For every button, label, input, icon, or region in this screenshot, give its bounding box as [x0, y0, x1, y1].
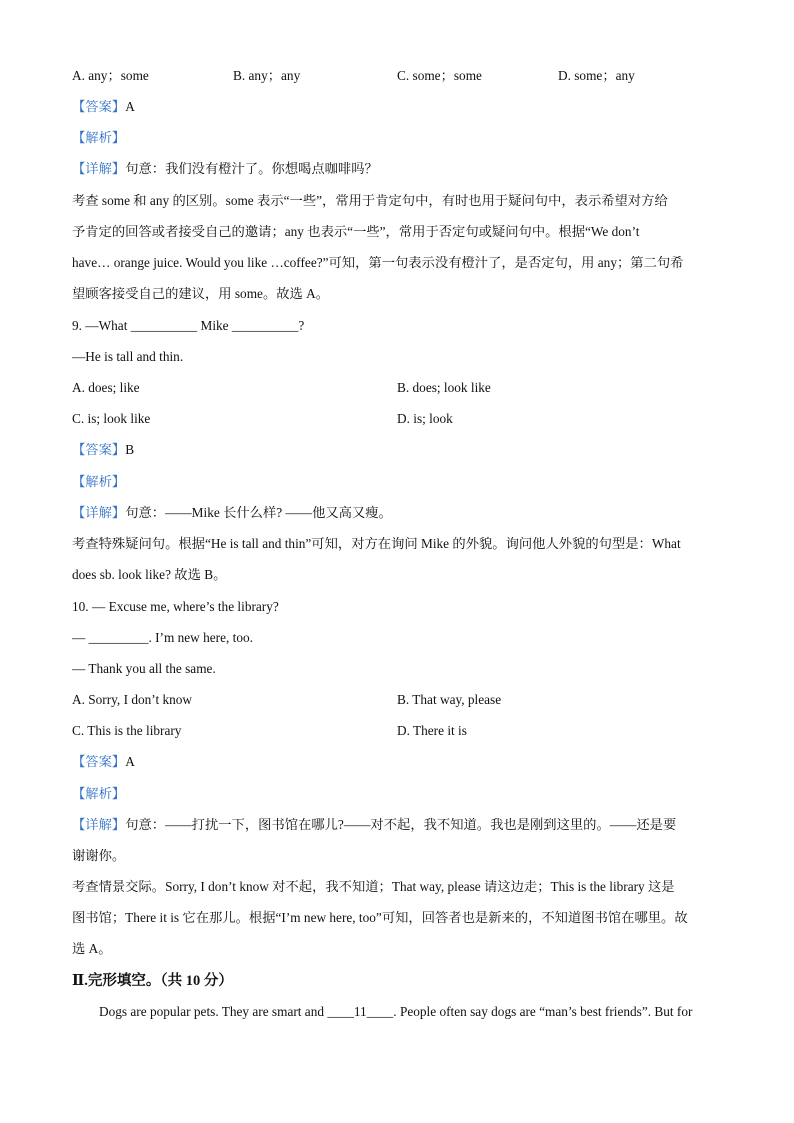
- detail-text: 句意：我们没有橙汁了。你想喝点咖啡吗？: [125, 161, 378, 176]
- passage-line: Dogs are popular pets. They are smart and ____11____. People often say dogs are “man’s best friends”. But for: [99, 1004, 693, 1019]
- q8-option-b: B. any；any: [233, 68, 301, 83]
- q10-option-b: B. That way, please: [397, 692, 502, 707]
- q9-option-d: D. is; look: [397, 411, 453, 426]
- q9-options-row2: [72, 409, 726, 429]
- q10-options-row2: [72, 721, 726, 741]
- answer-tag: 【答案】: [72, 754, 126, 769]
- q9-detail-line: [72, 503, 726, 523]
- q8-option-d: D. some；any: [558, 68, 635, 83]
- q10-line2: — _________. I’m new here, too.: [72, 630, 253, 645]
- q8-detail-line: 考查 some 和 any 的区别。some 表示“一些”，常用于肯定句中，有时也用于疑问句中，表示希望对方给: [72, 193, 668, 208]
- q9-detail-line: does sb. look like? 故选 B。: [72, 567, 227, 582]
- q10-option-c: C. This is the library: [72, 723, 182, 738]
- q10-detail-line: [72, 815, 726, 835]
- section-title: Ⅱ.完形填空。（共 10 分）: [72, 973, 233, 989]
- q10-analysis-tag: 【解析】: [72, 786, 126, 801]
- q10-option-d: D. There it is: [397, 723, 467, 738]
- q9-option-c: C. is; look like: [72, 411, 151, 426]
- q9-reply: —He is tall and thin.: [72, 349, 184, 364]
- answer-value: A: [125, 99, 135, 114]
- q10-line3: — Thank you all the same.: [72, 661, 216, 676]
- q10-answer: [72, 752, 726, 772]
- q10-detail-line: 选 A。: [72, 941, 112, 956]
- q10-detail-line: 考查情景交际。Sorry, I don’t know 对不起，我不知道；That way, please 请这边走；This is the library 这是: [72, 879, 675, 894]
- q10-options-row1: [72, 690, 726, 710]
- detail-tag: 【详解】: [72, 161, 126, 176]
- q8-options: [72, 66, 726, 86]
- answer-tag: 【答案】: [72, 99, 126, 114]
- q10-stem: 10. — Excuse me, where’s the library?: [72, 599, 279, 614]
- detail-tag: 【详解】: [72, 817, 126, 832]
- answer-value: B: [125, 442, 135, 457]
- q8-analysis-tag: 【解析】: [72, 130, 126, 145]
- detail-tag: 【详解】: [72, 505, 126, 520]
- q9-analysis-tag: 【解析】: [72, 474, 126, 489]
- q9-options-row1: [72, 378, 726, 398]
- detail-text: 句意：——打扰一下，图书馆在哪儿?——对不起，我不知道。我也是刚到这里的。——还是要: [125, 817, 677, 832]
- q8-detail-line: have… orange juice. Would you like …coffee?”可知，第一句表示没有橙汁了，是否定句，用 any；第二句希: [72, 255, 684, 270]
- q8-detail-line: 予肯定的回答或者接受自己的邀请；any 也表示“一些”，常用于否定句或疑问句中。根据“We don’t: [72, 224, 640, 239]
- q9-detail-line: 考查特殊疑问句。根据“He is tall and thin”可知，对方在询问 Mike 的外貌。询问他人外貌的句型是：What: [72, 536, 681, 551]
- answer-tag: 【答案】: [72, 442, 126, 457]
- q8-option-c: C. some；some: [397, 68, 482, 83]
- q8-detail-line: [72, 159, 726, 179]
- q9-stem: 9. —What __________ Mike __________?: [72, 318, 305, 333]
- q9-answer: [72, 440, 726, 460]
- q9-option-a: A. does; like: [72, 380, 140, 395]
- detail-text: 句意：——Mike 长什么样? ——他又高又瘦。: [125, 505, 392, 520]
- q8-option-a: A. any；some: [72, 68, 149, 83]
- q10-detail-line: 图书馆；There it is 它在那儿。根据“I’m new here, too”可知，回答者也是新来的，不知道图书馆在哪里。故: [72, 910, 688, 925]
- q9-option-b: B. does; look like: [397, 380, 491, 395]
- q8-answer: [72, 97, 726, 117]
- q10-option-a: A. Sorry, I don’t know: [72, 692, 193, 707]
- answer-value: A: [125, 754, 135, 769]
- q10-detail-line: 谢谢你。: [72, 848, 126, 863]
- q8-detail-line: 望顾客接受自己的建议，用 some。故选 A。: [72, 286, 330, 301]
